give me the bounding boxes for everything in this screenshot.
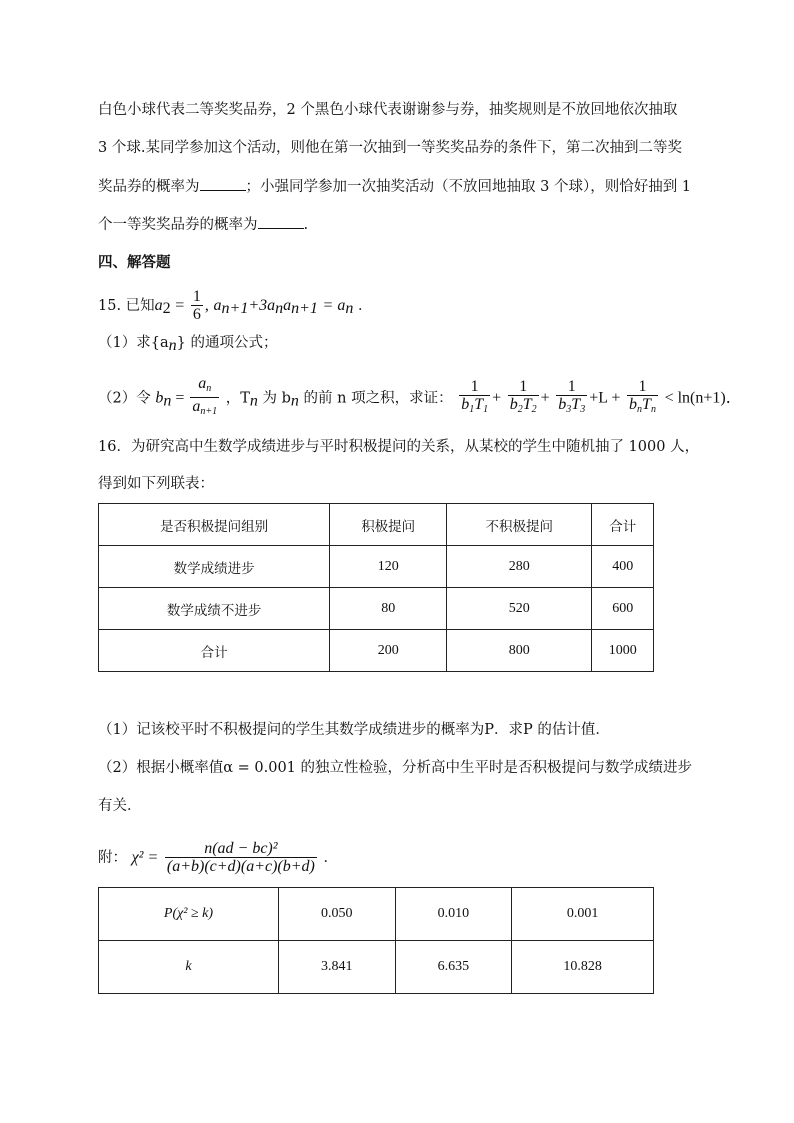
contingency-table	[98, 503, 654, 672]
table-header-cell: 不积极提问	[447, 504, 592, 546]
q15-rec-rest: +3a	[248, 297, 276, 314]
table-cell: 0.010	[395, 888, 512, 941]
table-cell: P(χ² ≥ k)	[99, 888, 279, 941]
sum-term-2: $\frac{1}{b_2T_2}$	[508, 379, 539, 419]
table-row	[99, 941, 654, 994]
q15-part1-text: （1）求{a	[98, 335, 169, 351]
q15-frac-num: 1	[192, 287, 201, 305]
sum-term-n: $\frac{1}{b_nT_n}$	[627, 379, 658, 419]
appendix-end: ．	[323, 850, 338, 866]
q15-frac-den: 6	[192, 305, 201, 323]
table-header-cell: 积极提问	[330, 504, 447, 546]
table-cell: 6.635	[395, 941, 512, 994]
q14-line-3	[98, 176, 691, 197]
table-row	[99, 888, 654, 941]
table-cell: 80	[330, 588, 447, 630]
appendix-label: 附：	[98, 850, 127, 866]
table-cell: 0.050	[278, 888, 395, 941]
q14-line-1: 白色小球代表二等奖奖品券，2 个黑色小球代表谢谢参与券，抽奖规则是不放回地依次抽取	[98, 102, 678, 118]
appendix-formula	[98, 834, 338, 882]
table-cell: k	[99, 941, 279, 994]
table-row	[99, 546, 654, 588]
table-cell: 10.828	[512, 941, 654, 994]
q15-eq: =	[175, 297, 185, 314]
q15-number: 15.	[98, 298, 122, 314]
q14-line-4-end: .	[303, 217, 309, 233]
table-cell: 600	[592, 588, 654, 630]
q15-bn-fraction: $\frac{a_n}{a_{n+1}}$	[190, 376, 219, 421]
q15-part2-middle3: 的前 n 项之积，求证：	[298, 390, 453, 407]
table-cell: 280	[447, 546, 592, 588]
table-header-row	[99, 504, 654, 546]
q15-rec-rhs: = a	[322, 297, 346, 314]
q15-fraction	[191, 289, 203, 324]
q15-intro: 已知	[125, 298, 155, 314]
answer-blank-1[interactable]	[200, 176, 246, 191]
q15-part2-prefix: （2）令	[98, 390, 151, 407]
q14-line-2: 3 个球.某同学参加这个活动，则他在第一次抽到一等奖奖品券的条件下，第二次抽到二等奖	[98, 140, 682, 156]
q15-period: ．	[357, 298, 373, 314]
table-row	[99, 588, 654, 630]
table-row	[99, 630, 654, 672]
table-cell: 800	[447, 630, 592, 672]
q15-sub-2: 2	[162, 300, 171, 317]
q14-line-3-start: 奖品券的概率为	[98, 179, 200, 195]
q16-line-1: 16．为研究高中生数学成绩进步与平时积极提问的关系，从某校的学生中随机抽了 1000 人，	[98, 439, 700, 455]
q16-line-2: 得到如下列联表：	[98, 476, 214, 492]
table-header-cell: 合计	[592, 504, 654, 546]
table-cell: 合计	[99, 630, 330, 672]
q14-line-3-end: ；小强同学参加一次抽奖活动（不放回地抽取 3 个球），则恰好抽到 1	[245, 179, 692, 195]
q15-b-symbol: b	[155, 389, 164, 407]
q15-part-1: （1）求$\{a_n\}$ 的通项公式；	[98, 335, 278, 354]
q15-part2-middle: ，T	[225, 390, 250, 407]
q14-line-4-start: 个一等奖奖品券的概率为	[98, 217, 258, 233]
q15-part-2: （2）令 $b_n$ = $\frac{a_n}{a_{n+1}}$ ，$T_n$ 为 $b_n$ 的前 n 项之积，求证： $\frac{1}{b_1T_1}$ + $\frac{1}{b_2T_2}$ + $\frac{1}{b_3T_3}$ +L + $\frac{1}{b_nT_n}$ < ln(n+1)．	[98, 376, 742, 422]
q15-a-symbol: a	[154, 297, 163, 314]
chi-square-lhs: χ² =	[131, 849, 159, 866]
table-header-cell: 是否积极提问组别	[99, 504, 330, 546]
q16-part-2-line-1: （2）根据小概率值α = 0.001 的独立性检验，分析高中生平时是否积极提问与数学成绩进步	[98, 760, 693, 776]
chi-square-fraction	[165, 841, 317, 876]
q14-line-4	[98, 214, 308, 235]
sum-term-1: $\frac{1}{b_1T_1}$	[459, 379, 490, 419]
sum-ellipsis: +L +	[589, 389, 621, 407]
table-cell: 数学成绩进步	[99, 546, 330, 588]
table-cell: 520	[447, 588, 592, 630]
sum-term-3: $\frac{1}{b_3T_3}$	[556, 379, 587, 419]
q16-part-2-line-2: 有关．	[98, 798, 142, 814]
q15-statement: 15. 已知$a_2$ = $\frac{1}{6}$ , $a_{n+1}+3a_na_{n+1} = a_n$ ．	[98, 287, 373, 323]
table-cell: 1000	[592, 630, 654, 672]
table-cell: 数学成绩不进步	[99, 588, 330, 630]
table-cell: 200	[330, 630, 447, 672]
q15-part2-middle2: 为 b	[257, 390, 291, 407]
answer-blank-2[interactable]	[258, 214, 304, 229]
q15-part2-tail: < ln(n+1)．	[664, 389, 742, 407]
table-cell: 3.841	[278, 941, 395, 994]
chi-denominator: (a+b)(c+d)(a+c)(b+d)	[166, 857, 315, 875]
section-title: 四、解答题	[98, 254, 171, 271]
chi-numerator: n(ad − bc)²	[204, 839, 278, 857]
table-cell: 400	[592, 546, 654, 588]
q15-part1-rest: } 的通项公式；	[176, 335, 278, 351]
q15-rec-a: a	[213, 297, 222, 314]
table-cell: 0.001	[512, 888, 654, 941]
table-cell: 120	[330, 546, 447, 588]
q16-part-1: （1）记该校平时不积极提问的学生其数学成绩进步的概率为P．求P 的估计值．	[98, 722, 610, 738]
critical-value-table	[98, 887, 654, 994]
